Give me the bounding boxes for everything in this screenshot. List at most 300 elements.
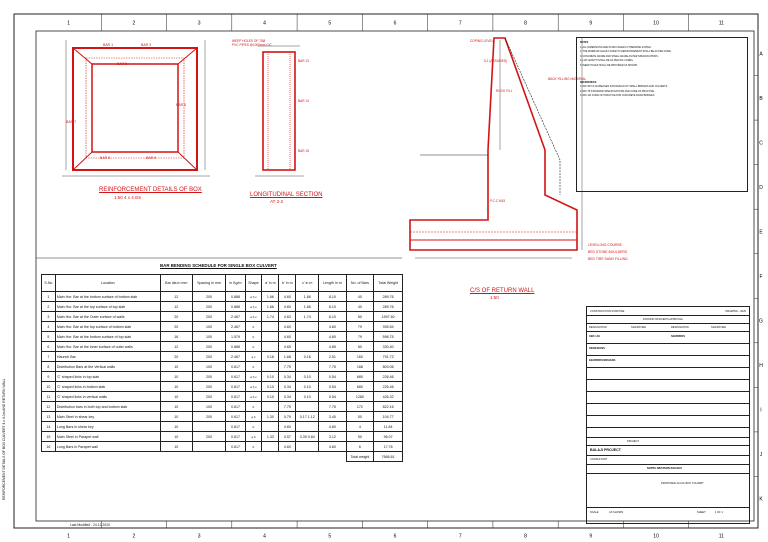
grid-row-letter: G: [759, 318, 763, 325]
schedule-cell: 10: [160, 392, 192, 402]
schedule-cell: 598.75: [374, 332, 403, 342]
grid-row-letter: I: [760, 407, 762, 414]
grid-row-letter: C: [759, 140, 763, 147]
schedule-cell: 1280: [346, 392, 374, 402]
schedule-cell: 12: [160, 302, 192, 312]
wall-label: 5.1 (ASSUMED): [484, 59, 508, 63]
long-subtitle: AT 2-2: [270, 199, 284, 204]
schedule-cell: 7.75: [319, 402, 346, 412]
signer: SE/DESIGNS: [589, 347, 605, 350]
notes-heading: NOTES: [580, 41, 589, 44]
schedule-cell: 0.10: [296, 382, 319, 392]
grid-column-number: 6: [393, 20, 397, 27]
schedule-row: [42, 422, 403, 432]
schedule-cell: 4.60: [319, 422, 346, 432]
project-name: NORTH WESTERN RAILWAY: [647, 467, 683, 470]
signer: SE/WRRDS: [671, 335, 685, 338]
box-bar-label: BAR 6: [176, 103, 187, 107]
schedule-cell: 6: [346, 442, 374, 452]
schedule-cell: 17.76: [374, 442, 403, 452]
schedule-cell: 4.60: [279, 292, 296, 302]
schedule-cell: a b c: [245, 312, 262, 322]
schedule-cell: 4.60: [279, 442, 296, 452]
schedule-cell: [262, 422, 279, 432]
schedule-cell: [296, 332, 319, 342]
schedule-row: [42, 342, 403, 352]
schedule-cell: 1.74: [296, 312, 319, 322]
schedule-cell: [262, 322, 279, 332]
schedule-header-cell: b' in m: [279, 275, 296, 292]
schedule-cell: 168: [346, 362, 374, 372]
schedule-cell: 4.60: [279, 322, 296, 332]
schedule-cell: 0.16: [262, 352, 279, 362]
schedule-cell: 226.46: [374, 372, 403, 382]
grid-column-number: 11: [718, 533, 724, 540]
long-title: LONGITUDINAL SECTION: [250, 192, 323, 198]
grid-column-number: 3: [197, 533, 201, 540]
grid-row-letter: B: [759, 95, 763, 102]
col-head: DESIGNATION: [671, 326, 689, 329]
box-bar-label: BAR 8: [100, 156, 111, 160]
schedule-cell: 0.888: [226, 302, 245, 312]
schedule-row: [42, 322, 403, 332]
schedule-cell: 0.888: [226, 342, 245, 352]
schedule-cell: [192, 442, 226, 452]
box-bar-label: BAR 7: [66, 120, 77, 124]
wall-label: P.C.C M15: [490, 199, 506, 203]
schedule-cell: 1: [42, 292, 56, 302]
schedule-row: [42, 312, 403, 322]
schedule-cell: 16: [160, 332, 192, 342]
signer: XEN / AE: [589, 335, 601, 338]
return-wall-drawing: [410, 38, 582, 258]
schedule-cell: Main Steel in Parapet wall: [55, 432, 160, 442]
schedule-cell: 4.60: [279, 422, 296, 432]
schedule-cell: 80: [346, 342, 374, 352]
scale-value: AS SHOWN: [609, 511, 624, 514]
schedule-header-cell: Total Weight: [374, 275, 403, 292]
schedule-header-row: [42, 275, 403, 292]
schedule-cell: Distribution Bars at the Vertical walls: [55, 362, 160, 372]
schedule-row: [42, 392, 403, 402]
schedule-cell: 426.32: [374, 392, 403, 402]
schedule-cell: 8: [42, 362, 56, 372]
schedule-cell: 2.467: [226, 352, 245, 362]
schedule-cell: 791.73: [374, 352, 403, 362]
schedule-cell: 200: [192, 342, 226, 352]
schedule-cell: 'C' shaped links in top slab: [55, 372, 160, 382]
long-label: WEEP HOLES OF 75Ø: [232, 39, 266, 43]
schedule-cell: b: [245, 332, 262, 342]
box-culvert-drawing: [62, 40, 210, 176]
schedule-cell: a b: [245, 412, 262, 422]
schedule-cell: 200: [192, 372, 226, 382]
schedule-row: [42, 412, 403, 422]
schedule-cell: 10: [160, 402, 192, 412]
schedule-cell: a c: [245, 352, 262, 362]
schedule-cell: b: [245, 422, 262, 432]
schedule-header-cell: Length in m: [319, 275, 346, 292]
schedule-header-cell: Location: [55, 275, 160, 292]
schedule-cell: 10: [160, 432, 192, 442]
construction-purpose: CONSTRUCTION PURPOSE: [590, 310, 625, 313]
wall-label: BACK FILLING MATERIAL: [548, 77, 587, 81]
schedule-cell: [192, 422, 226, 432]
schedule-cell: 3: [42, 312, 56, 322]
schedule-cell: 1.74: [262, 312, 279, 322]
schedule-cell: Distribution bars in both top and bottom slab: [55, 402, 160, 412]
wall-label: COPING LEVEL: [470, 39, 494, 43]
schedule-cell: 4: [42, 322, 56, 332]
schedule-cell: 200: [192, 302, 226, 312]
schedule-cell: 0.617: [226, 372, 245, 382]
schedule-cell: 16: [42, 442, 56, 452]
schedule-cell: 96.07: [374, 432, 403, 442]
wall-scale: 1:50: [490, 295, 499, 300]
schedule-cell: 200: [192, 432, 226, 442]
schedule-row: [42, 402, 403, 412]
schedule-row: [42, 352, 403, 362]
schedule-cell: 9: [42, 372, 56, 382]
notes-list: [580, 46, 744, 67]
schedule-cell: 3.40: [319, 412, 346, 422]
schedule-cell: 'C' shaped links in bottom slab: [55, 382, 160, 392]
grid-row-letter: K: [759, 496, 763, 503]
schedule-cell: 0.34: [279, 372, 296, 382]
note-item: 2. IRC:78 STANDARD SPECIFICATIONS AND CODE OF PRACTICE.: [580, 89, 655, 93]
schedule-cell: 0.54: [319, 382, 346, 392]
box-bar-label: BAR 3: [141, 43, 152, 47]
schedule-cell: 10: [160, 362, 192, 372]
schedule-cell: Main Steel in shear key: [55, 412, 160, 422]
schedule-cell: 80: [346, 312, 374, 322]
schedule-cell: 289.76: [374, 292, 403, 302]
note-item: 3. IRC:112 CODE OF PRACTICE FOR CONCRETE ROAD BRIDGES.: [580, 94, 656, 97]
schedule-cell: 0.617: [226, 402, 245, 412]
schedule-row: [42, 442, 403, 452]
schedule-cell: 10: [160, 422, 192, 432]
schedule-cell: 289.76: [374, 302, 403, 312]
sheet-label: SHEET: [697, 511, 706, 514]
schedule-cell: 1.66: [296, 292, 319, 302]
drawing-number: DRAWING - 2020: [725, 310, 746, 313]
schedule-cell: 200: [192, 412, 226, 422]
schedule-cell: 20: [160, 352, 192, 362]
schedule-cell: b: [245, 362, 262, 372]
schedule-cell: 1.579: [226, 332, 245, 342]
grid-column-number: 5: [328, 20, 332, 27]
schedule-cell: a b c: [245, 372, 262, 382]
schedule-cell: 6: [42, 342, 56, 352]
long-label: PVC PIPES @1000mm C/C: [232, 43, 272, 47]
col-head: SIGNATURE: [711, 326, 726, 329]
schedule-cell: 0.617: [226, 392, 245, 402]
schedule-cell: 79: [346, 332, 374, 342]
schedule-cell: 2: [42, 302, 56, 312]
schedule-cell: 5: [42, 332, 56, 342]
grid-row-letter: D: [759, 184, 763, 191]
client-label: PROJECT: [627, 440, 640, 443]
schedule-cell: [296, 342, 319, 352]
schedule-cell: [262, 342, 279, 352]
schedule-cell: 200: [192, 382, 226, 392]
schedule-cell: 15: [42, 432, 56, 442]
schedule-cell: 7.75: [319, 362, 346, 372]
bar-bending-schedule-table: [41, 274, 403, 462]
schedule-cell: 11.84: [374, 422, 403, 432]
schedule-row: [42, 362, 403, 372]
schedule-cell: 8.10: [319, 312, 346, 322]
scale-label: SCALE: [590, 511, 599, 514]
schedule-cell: 1.30: [262, 412, 279, 422]
schedule-cell: b: [245, 342, 262, 352]
schedule-cell: 7: [42, 352, 56, 362]
total-weight-label: Total weight: [346, 452, 374, 462]
schedule-cell: 4.60: [279, 302, 296, 312]
schedule-cell: 0.79: [279, 412, 296, 422]
schedule-cell: b: [245, 442, 262, 452]
wall-title: C/S OF RETURN WALL: [470, 288, 535, 294]
schedule-cell: 0.617: [226, 412, 245, 422]
schedule-header-cell: Shape: [245, 275, 262, 292]
grid-column-number: 1: [67, 20, 71, 27]
col-head: DESIGNATION: [589, 326, 607, 329]
schedule-cell: Main Hor. Bar at the bottom surface of top slab: [55, 332, 160, 342]
grid-row-letter: E: [759, 229, 763, 236]
schedule-cell: 12: [160, 292, 192, 302]
schedule-cell: 200: [192, 292, 226, 302]
schedule-cell: 40: [346, 302, 374, 312]
schedule-cell: 0.617: [226, 362, 245, 372]
schedule-cell: 4.60: [319, 442, 346, 452]
schedule-cell: [296, 422, 319, 432]
side-strip: [2, 100, 12, 500]
schedule-cell: 8.10: [319, 302, 346, 312]
schedule-cell: 4.60: [319, 332, 346, 342]
schedule-cell: 12: [42, 402, 56, 412]
schedule-header-cell: Spacing in mm: [192, 275, 226, 292]
schedule-cell: Main Hor. Bar at the inner surface of outer walls: [55, 342, 160, 352]
long-label: BAR 14: [298, 99, 309, 103]
longitudinal-section-drawing: [255, 46, 304, 176]
schedule-cell: 200: [192, 312, 226, 322]
grid-column-number: 10: [653, 533, 659, 540]
grid-column-number: 8: [524, 533, 527, 540]
schedule-header-cell: a' in m: [262, 275, 279, 292]
schedule-cell: Main Hor. Bar at the Outer surface of walls: [55, 312, 160, 322]
schedule-cell: 2.467: [226, 322, 245, 332]
schedule-cell: 1.68: [279, 352, 296, 362]
total-weight-value: 7666.61: [374, 452, 403, 462]
schedule-title: BAR BENDING SCHEDULE FOR SINGLE BOX CULVERT: [160, 263, 277, 268]
schedule-cell: 2.01: [319, 352, 346, 362]
note-item: 3. CONCRETE GRADE AND STEEL GRADE AS PER SPECIFICATIONS.: [580, 54, 659, 58]
grid-column-number: 6: [393, 533, 397, 540]
wall-label: BED STONE BOULDERS: [588, 250, 628, 254]
schedule-cell: 100: [192, 362, 226, 372]
box-bar-label: BAR 1: [103, 43, 114, 47]
schedule-cell: 4.63: [279, 312, 296, 322]
note-item: 5. WEEP HOLES SHALL BE PROVIDED AS SHOWN.: [580, 63, 638, 67]
schedule-cell: 8.10: [319, 292, 346, 302]
schedule-cell: a b c: [245, 392, 262, 402]
wall-label: BED TIRE SAND FILLING: [588, 257, 628, 261]
schedule-cell: 4.65: [319, 342, 346, 352]
schedule-cell: 680: [346, 372, 374, 382]
schedule-cell: b: [245, 402, 262, 412]
note-item: 1. IRC:SP:13 GUIDELINES FOR DESIGN OF SMALL BRIDGES AND CULVERTS.: [580, 85, 668, 88]
title-block: [586, 306, 750, 524]
grid-row-letter: A: [759, 51, 763, 58]
note-item: 1. ALL DIMENSIONS ARE IN MM UNLESS OTHERWISE STATED.: [580, 45, 652, 49]
wall-label: ROCK FILL: [496, 89, 513, 93]
schedule-cell: 1.66: [262, 292, 279, 302]
schedule-cell: a b c: [245, 292, 262, 302]
schedule-cell: 822.16: [374, 402, 403, 412]
grid-column-number: 5: [328, 533, 332, 540]
grid-column-number: 4: [263, 533, 266, 540]
schedule-cell: 10: [160, 412, 192, 422]
grid-column-number: 8: [524, 20, 527, 27]
schedule-cell: 330.40: [374, 342, 403, 352]
grid-column-number: 3: [197, 20, 201, 27]
schedule-row: [42, 292, 403, 302]
schedule-cell: Long Bars in shear key: [55, 422, 160, 432]
schedule-cell: 1.66: [296, 302, 319, 312]
schedule-cell: a b c: [245, 382, 262, 392]
schedule-cell: 100: [192, 322, 226, 332]
schedule-cell: 10: [160, 372, 192, 382]
grid-row-letter: F: [759, 274, 763, 280]
schedule-cell: [262, 442, 279, 452]
schedule-cell: 14: [42, 422, 56, 432]
schedule-cell: 0.617: [226, 432, 245, 442]
schedule-cell: 0.888: [226, 292, 245, 302]
schedule-cell: 7.75: [279, 362, 296, 372]
schedule-cell: 1.33: [262, 432, 279, 442]
schedule-cell: 0.39 0.84: [296, 432, 319, 442]
schedule-row: [42, 432, 403, 442]
grid-column-number: 2: [132, 533, 136, 540]
grid-row-letter: H: [759, 363, 763, 370]
grid-column-number: 1: [67, 533, 71, 540]
schedule-row: [42, 372, 403, 382]
schedule-cell: 7.75: [279, 402, 296, 412]
schedule-cell: 10: [42, 382, 56, 392]
grid-column-number: 7: [458, 20, 462, 27]
long-label: BAR 13: [298, 59, 309, 63]
schedule-cell: 4.60: [279, 332, 296, 342]
grid-column-number: 10: [653, 20, 659, 27]
schedule-cell: 680: [346, 382, 374, 392]
drawing-title: PROPOSED 4x4.0m BOX CULVERT: [661, 482, 704, 485]
grid-column-number: 11: [718, 20, 724, 27]
schedule-cell: 0.17 1.12: [296, 412, 319, 422]
schedule-cell: 200: [192, 352, 226, 362]
schedule-row: [42, 302, 403, 312]
approval-heading: DIVISION OFFICER'S APPROVAL: [643, 318, 684, 321]
schedule-cell: 10: [160, 382, 192, 392]
grid-column-number: 7: [458, 533, 462, 540]
schedule-cell: 0.10: [296, 392, 319, 402]
schedule-cell: 2.467: [226, 312, 245, 322]
schedule-cell: [262, 402, 279, 412]
long-label: BAR 15: [298, 149, 309, 153]
schedule-cell: Haunch Bar: [55, 352, 160, 362]
schedule-cell: 172: [346, 402, 374, 412]
schedule-cell: 0.54: [319, 372, 346, 382]
schedule-cell: 4: [346, 422, 374, 432]
schedule-cell: 226.46: [374, 382, 403, 392]
schedule-cell: 935.54: [374, 322, 403, 332]
schedule-cell: 'C' shaped links in vertical walls: [55, 392, 160, 402]
grid-column-number: 4: [263, 20, 266, 27]
schedule-cell: 4.65: [279, 342, 296, 352]
note-item: 2. THE MINIMUM CLEAR COVER TO REINFORCEMENT SHALL BE AS PER CODE.: [580, 50, 672, 53]
schedule-cell: 100: [192, 402, 226, 412]
schedule-cell: 0.617: [226, 422, 245, 432]
schedule-cell: 40: [346, 292, 374, 302]
schedule-cell: 4.60: [319, 322, 346, 332]
schedule-cell: 160: [346, 352, 374, 362]
wall-label: LEVELLING COURSE: [588, 243, 622, 247]
schedule-row: [42, 382, 403, 392]
schedule-cell: 1.66: [262, 302, 279, 312]
schedule-cell: 79: [346, 322, 374, 332]
sheet-value: 1 OF 1: [715, 511, 723, 514]
schedule-cell: 0.57: [279, 432, 296, 442]
schedule-cell: Main Hor. Bar at the top surface of bottom slab: [55, 322, 160, 332]
schedule-cell: 20: [160, 322, 192, 332]
schedule-cell: a b c: [245, 302, 262, 312]
schedule-cell: 0.34: [279, 382, 296, 392]
schedule-cell: 100: [192, 332, 226, 342]
schedule-header-cell: No. of Bars: [346, 275, 374, 292]
schedule-header-cell: S.No: [42, 275, 56, 292]
col-head: SIGNATURE: [631, 326, 646, 329]
schedule-cell: 50: [346, 412, 374, 422]
schedule-cell: 12: [160, 342, 192, 352]
schedule-header-cell: Bar dia in mm: [160, 275, 192, 292]
consultant-label: CONSULTANT: [590, 458, 608, 461]
schedule-cell: 0.617: [226, 442, 245, 452]
schedule-cell: Main Hor. Bar at the bottom surface of bottom slab: [55, 292, 160, 302]
schedule-cell: 803.06: [374, 362, 403, 372]
schedule-cell: 20: [160, 312, 192, 322]
schedule-cell: [296, 362, 319, 372]
notes-box: [576, 37, 748, 192]
schedule-cell: a b: [245, 432, 262, 442]
box-bar-label: BAR 9: [146, 156, 157, 160]
box-title: REINFORCEMENT DETAILS OF BOX: [99, 187, 202, 193]
schedule-cell: 200: [192, 392, 226, 402]
grid-column-number: 9: [589, 20, 593, 27]
grid-column-number: 2: [132, 20, 136, 27]
grid-column-number: 9: [589, 533, 593, 540]
schedule-cell: [262, 362, 279, 372]
references-heading: REFERENCES: [580, 80, 597, 84]
box-bar-label: BAR 5: [117, 62, 128, 66]
schedule-cell: 0.54: [319, 392, 346, 402]
references-list: [580, 85, 744, 97]
schedule-cell: Long Bars in Parapet wall: [55, 442, 160, 452]
box-scale: 1:50 4 x 4.0m: [114, 195, 142, 200]
schedule-cell: 0.10: [262, 372, 279, 382]
schedule-header-cell: c' in m: [296, 275, 319, 292]
schedule-row: [42, 332, 403, 342]
schedule-cell: 11: [42, 392, 56, 402]
schedule-cell: 0.617: [226, 382, 245, 392]
